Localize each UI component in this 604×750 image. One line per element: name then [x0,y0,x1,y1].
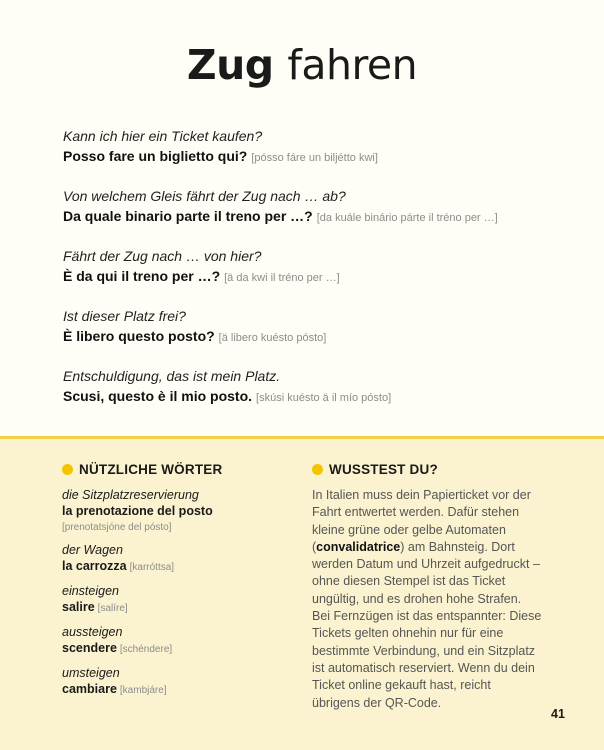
phrase-italian [63,326,583,348]
phrase-pronunciation: [pósso fáre un biljétto kwi] [251,152,378,164]
phrase-item [63,187,583,228]
vocab-italian [62,640,292,658]
phrase-item [63,127,583,168]
phrase-italian-text: Da quale binario parte il treno per …? [63,208,313,224]
vocab-italian: la prenotazione del posto [62,504,213,518]
vocab-german: der Wagen [62,543,123,557]
vocab-german: aussteigen [62,625,123,639]
vocab-italian [62,558,292,576]
phrase-italian-text: È da qui il treno per …? [63,268,221,284]
title-light: fahren [287,41,418,89]
vocab-heading-text: NÜTZLICHE WÖRTER [79,462,223,477]
vocab-pronunciation: [kambjáre] [119,685,167,696]
phrase-list [63,127,583,427]
vocab-italian-text: cambiare [62,682,117,696]
phrase-pronunciation: [ä libero kuésto pósto] [218,332,327,344]
vocab-german: umsteigen [62,666,120,680]
bullet-dot-icon [62,464,73,475]
phrase-italian-text: È libero questo posto? [63,328,215,344]
phrase-item [63,247,583,288]
phrase-german: Entschuldigung, das ist mein Platz. [63,368,281,384]
title-bold: Zug [186,41,274,89]
vocab-pronunciation: [schéndere] [119,644,173,655]
phrase-italian [63,386,583,408]
fact-text-after: ) am Bahnsteig. Dort werden Datum und Uhrzeit aufgedruckt – ohne diesen Stempel ist das Ticket ungültig, und es drohen hohe Strafen. Bei Fernzügen ist das entspannter: Diese Tickets gelten ohnehin nur für eine bestimmte Verbindung, und ein Sitzplatz ist automatisch reserviert. Wenn du dein Ticket online gekauft hast, reicht übrigens der QR-Code. [312,539,542,710]
bullet-dot-icon [312,464,323,475]
phrase-german: Kann ich hier ein Ticket kaufen? [63,128,263,144]
vocab-italian-text: scendere [62,641,117,655]
vocab-item [62,542,292,576]
vocab-german: die Sitzplatzreservierung [62,488,199,502]
phrase-pronunciation: [ä da kwi il tréno per …] [224,272,340,284]
vocab-pronunciation: [karróttsa] [129,562,175,573]
phrase-italian-text: Posso fare un biglietto qui? [63,148,248,164]
vocab-italian-text: salire [62,600,95,614]
page-number: 41 [551,707,565,721]
vocab-italian-text: la carrozza [62,559,127,573]
vocab-german: einsteigen [62,584,119,598]
vocab-list [62,487,292,706]
vocab-item [62,583,292,617]
phrase-italian-text: Scusi, questo è il mio posto. [63,388,253,404]
vocab-item [62,487,292,535]
vocab-heading [62,461,222,479]
phrase-german: Ist dieser Platz frei? [63,308,186,324]
vocab-pronunciation: [salíre] [97,603,128,614]
vocab-italian [62,599,292,617]
vocab-item [62,665,292,699]
phrase-german: Fährt der Zug nach … von hier? [63,248,262,264]
phrase-italian [63,266,583,288]
phrase-italian [63,206,583,228]
page-title [0,40,604,90]
fact-term: convalidatrice [316,539,401,554]
vocab-italian [62,681,292,699]
fact-text-before: In Italien muss dein Papierticket vor der Fahrt entwertet werden. Dafür stehen kleine grüne oder gelbe Automaten ( [312,488,531,554]
fact-heading-text: WUSSTEST DU? [329,462,438,477]
phrase-item [63,367,583,408]
phrase-item [63,307,583,348]
fact-text [312,487,542,712]
phrase-german: Von welchem Gleis fährt der Zug nach … ab? [63,188,346,204]
fact-heading [312,461,438,479]
phrase-pronunciation: [skúsi kuésto ä il mío pósto] [256,392,392,404]
vocab-item [62,624,292,658]
vocab-pronunciation: [prenotatsjóne del pósto] [62,522,172,533]
phrase-italian [63,146,583,168]
phrase-pronunciation: [da kuále binário párte il tréno per …] [316,212,498,224]
